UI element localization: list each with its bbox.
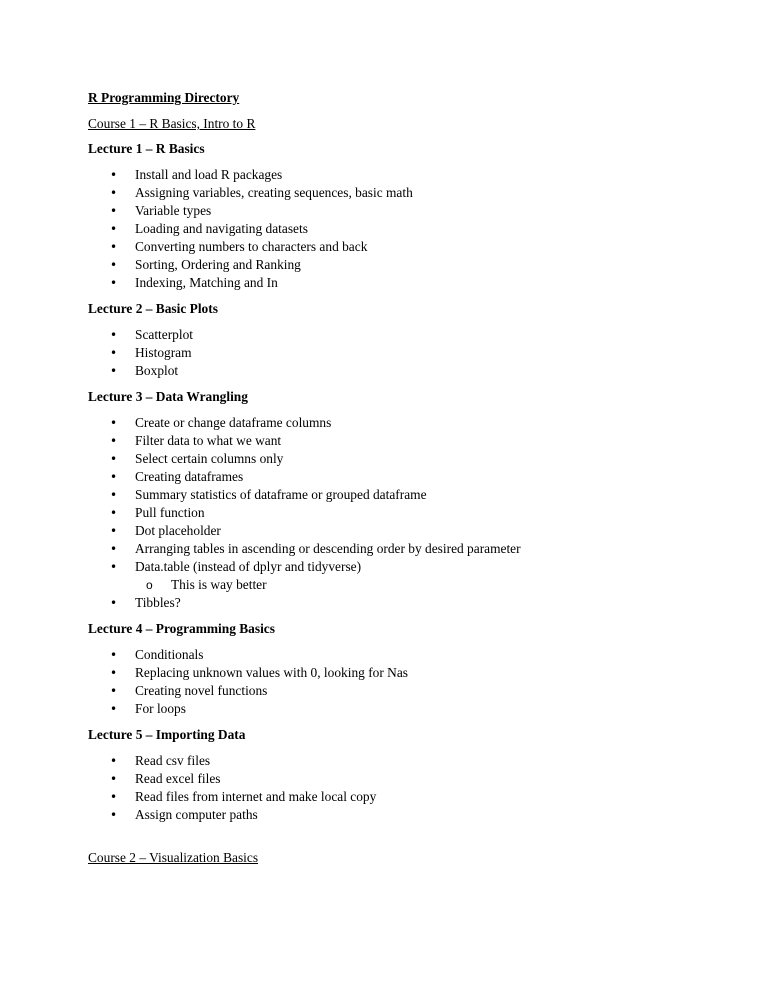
lecture-4-list	[88, 646, 688, 718]
sub-list	[135, 576, 688, 594]
course-2-heading: Course 2 – Visualization Basics	[88, 850, 259, 865]
list-item: • Dot placeholder	[88, 522, 688, 540]
list-item: • Create or change dataframe columns	[88, 414, 688, 432]
list-item: • Read excel files	[88, 770, 688, 788]
list-item: • Creating novel functions	[88, 682, 688, 700]
lecture-2-heading: Lecture 2 – Basic Plots	[88, 301, 218, 316]
list-item: • Read files from internet and make local copy	[88, 788, 688, 806]
lecture-3-heading: Lecture 3 – Data Wrangling	[88, 389, 248, 404]
list-item: • Select certain columns only	[88, 450, 688, 468]
document-title: R Programming Directory	[88, 90, 240, 105]
lecture-1-list	[88, 166, 688, 292]
list-item: • Tibbles?	[88, 594, 688, 612]
list-item: • Variable types	[88, 202, 688, 220]
list-item: • Replacing unknown values with 0, looking for Nas	[88, 664, 688, 682]
list-item: • Histogram	[88, 344, 688, 362]
lecture-4-heading: Lecture 4 – Programming Basics	[88, 621, 275, 636]
list-item: • Converting numbers to characters and back	[88, 238, 688, 256]
list-item: • Assigning variables, creating sequences, basic math	[88, 184, 688, 202]
course-1-heading: Course 1 – R Basics, Intro to R	[88, 116, 256, 131]
sub-list-item: o This is way better	[135, 576, 688, 594]
list-item: • For loops	[88, 700, 688, 718]
list-item: • Loading and navigating datasets	[88, 220, 688, 238]
list-item: • Sorting, Ordering and Ranking	[88, 256, 688, 274]
lecture-2-list	[88, 326, 688, 380]
list-item: • Arranging tables in ascending or descending order by desired parameter	[88, 540, 688, 558]
lecture-1-heading: Lecture 1 – R Basics	[88, 141, 205, 156]
list-item: • Filter data to what we want	[88, 432, 688, 450]
list-item: • Conditionals	[88, 646, 688, 664]
list-item-text: Data.table (instead of dplyr and tidyverse)	[135, 559, 362, 574]
lecture-3-list	[88, 414, 688, 612]
list-item: • Creating dataframes	[88, 468, 688, 486]
list-item: • Install and load R packages	[88, 166, 688, 184]
list-item: • Read csv files	[88, 752, 688, 770]
lecture-5-heading: Lecture 5 – Importing Data	[88, 727, 246, 742]
list-item: • Pull function	[88, 504, 688, 522]
list-item: • Assign computer paths	[88, 806, 688, 824]
lecture-5-list	[88, 752, 688, 824]
document-page	[88, 89, 688, 874]
list-item: • Indexing, Matching and In	[88, 274, 688, 292]
list-item-datatable	[88, 558, 688, 594]
list-item: • Summary statistics of dataframe or grouped dataframe	[88, 486, 688, 504]
list-item: • Scatterplot	[88, 326, 688, 344]
list-item: • Boxplot	[88, 362, 688, 380]
